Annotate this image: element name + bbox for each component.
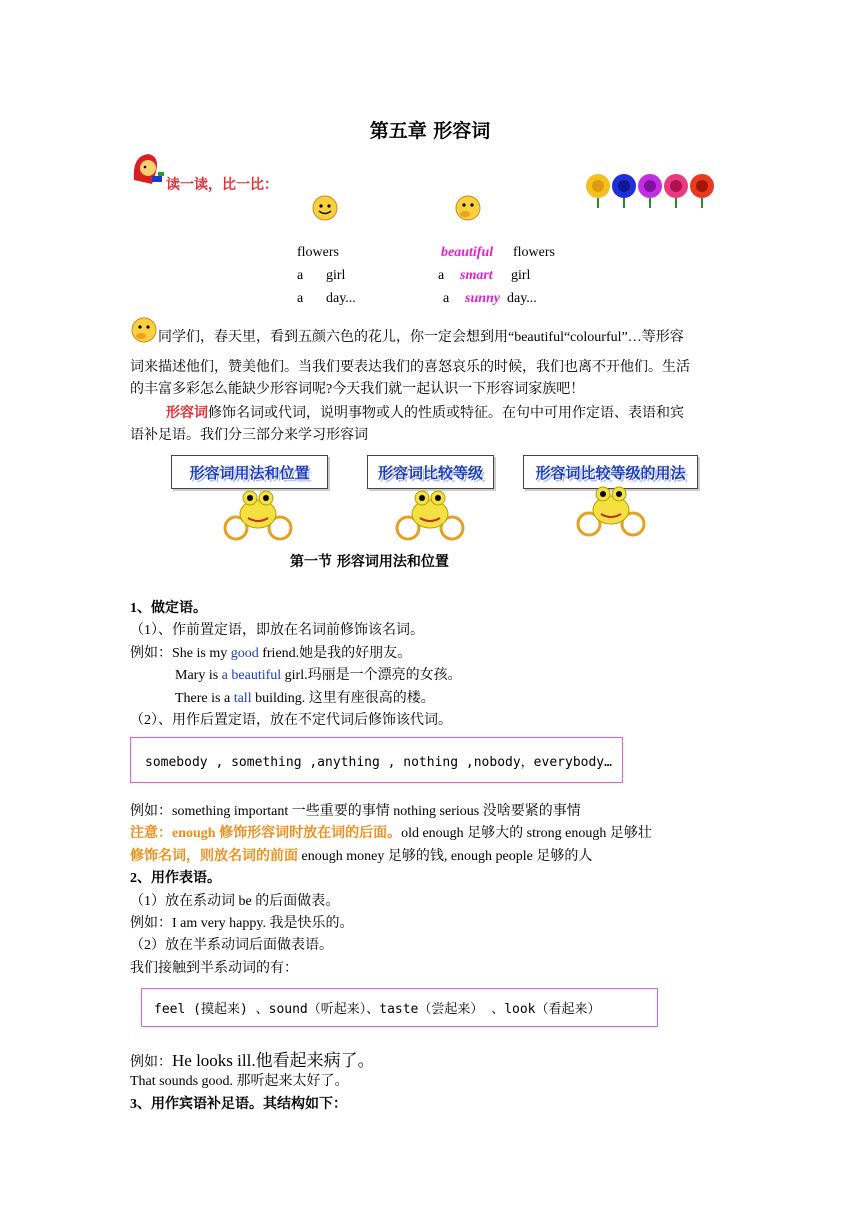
example-word: day... — [507, 291, 537, 306]
tab-comparison-usage[interactable]: 形容词比较等级的用法 — [523, 455, 698, 489]
example-word: a — [443, 291, 450, 306]
text-line: （2）、用作后置定语，放在不定代词后修饰该代词。 — [130, 713, 452, 728]
intro-line: 词来描述他们，赞美他们。当我们要表达我们的喜怒哀乐的时候，我们也离不开他们。生活 — [130, 360, 690, 375]
example-word: flowers — [297, 245, 339, 260]
subsection-heading: 3、用作宾语补足语。其结构如下： — [130, 1097, 347, 1112]
smiley-icon — [312, 195, 338, 221]
text-line: 我们接触到半系动词的有： — [130, 961, 298, 976]
intro-line: 同学们，春天里，看到五颜六色的花儿，你一定会想到用“beautiful“colourful”…等形容 — [158, 330, 684, 345]
thinking-face-icon — [130, 316, 158, 344]
definition-term: 形容词 — [166, 406, 208, 421]
definition-line — [166, 402, 684, 422]
definition-line: 语补足语。我们分三部分来学习形容词 — [130, 428, 368, 443]
example-word: girl — [326, 268, 346, 283]
text-line: （2）放在半系动词后面做表语。 — [130, 938, 333, 953]
subsection-heading: 1、做定语。 — [130, 601, 207, 616]
frog-bicycle-icon — [222, 488, 294, 542]
example-line: Mary is a beautiful girl.玛丽是一个漂亮的女孩。 — [175, 668, 462, 683]
reading-child-icon — [130, 150, 168, 190]
frog-bicycle-icon — [394, 488, 466, 542]
example-word: a — [297, 291, 304, 306]
example-line: 例如：He looks ill.他看起来病了。 — [130, 1051, 375, 1070]
example-word: flowers — [513, 245, 555, 260]
definition-text: 修饰名词或代词，说明事物或人的性质或特征。在句中可用作定语、表语和宾 — [208, 406, 684, 421]
roses-icon — [584, 170, 720, 210]
section-heading: 第一节 形容词用法和位置 — [290, 554, 449, 570]
example-line: That sounds good. 那听起来太好了。 — [130, 1074, 349, 1089]
example-word: a — [438, 268, 445, 283]
tab-adjective-usage[interactable]: 形容词用法和位置 — [171, 455, 328, 489]
note-line: 注意：enough 修饰形容词时放在词的后面。old enough 足够大的 strong enough 足够壮 — [130, 826, 652, 841]
example-line: 例如：I am very happy. 我是快乐的。 — [130, 916, 354, 931]
linking-verbs-box: feel (摸起来) 、sound（听起来）、taste（尝起来） 、look（看起来） — [141, 988, 658, 1027]
example-word: a — [297, 268, 304, 283]
example-line: There is a tall building. 这里有座很高的楼。 — [175, 691, 435, 706]
example-word: day... — [326, 291, 356, 306]
tab-comparison-degrees[interactable]: 形容词比较等级 — [367, 455, 494, 489]
text-line: （1）、作前置定语，即放在名词前修饰该名词。 — [130, 623, 424, 638]
frog-bicycle-icon — [575, 484, 647, 538]
pronoun-box: somebody , something ,anything , nothing ,nobody，everybody… — [130, 737, 623, 783]
page-title: 第五章 形容词 — [369, 120, 491, 142]
example-line: 例如：something important 一些重要的事情 nothing serious 没啥要紧的事情 — [130, 804, 581, 819]
intro-line: 的丰富多彩怎么能缺少形容词呢?今天我们就一起认识一下形容词家族吧！ — [130, 382, 585, 397]
note-line: 修饰名词，则放名词的前面 enough money 足够的钱, enough people 足够的人 — [130, 849, 593, 864]
text-line: （1）放在系动词 be 的后面做表。 — [130, 894, 340, 909]
read-compare-heading: 读一读，比一比： — [166, 177, 278, 193]
example-adjective: beautiful — [441, 245, 494, 260]
subsection-heading: 2、用作表语。 — [130, 871, 221, 886]
example-word: girl — [511, 268, 531, 283]
thinking-face-icon — [455, 195, 481, 221]
example-adjective: smart — [460, 268, 493, 283]
example-line: 例如：She is my good friend.她是我的好朋友。 — [130, 646, 412, 661]
example-adjective: sunny — [465, 291, 501, 306]
